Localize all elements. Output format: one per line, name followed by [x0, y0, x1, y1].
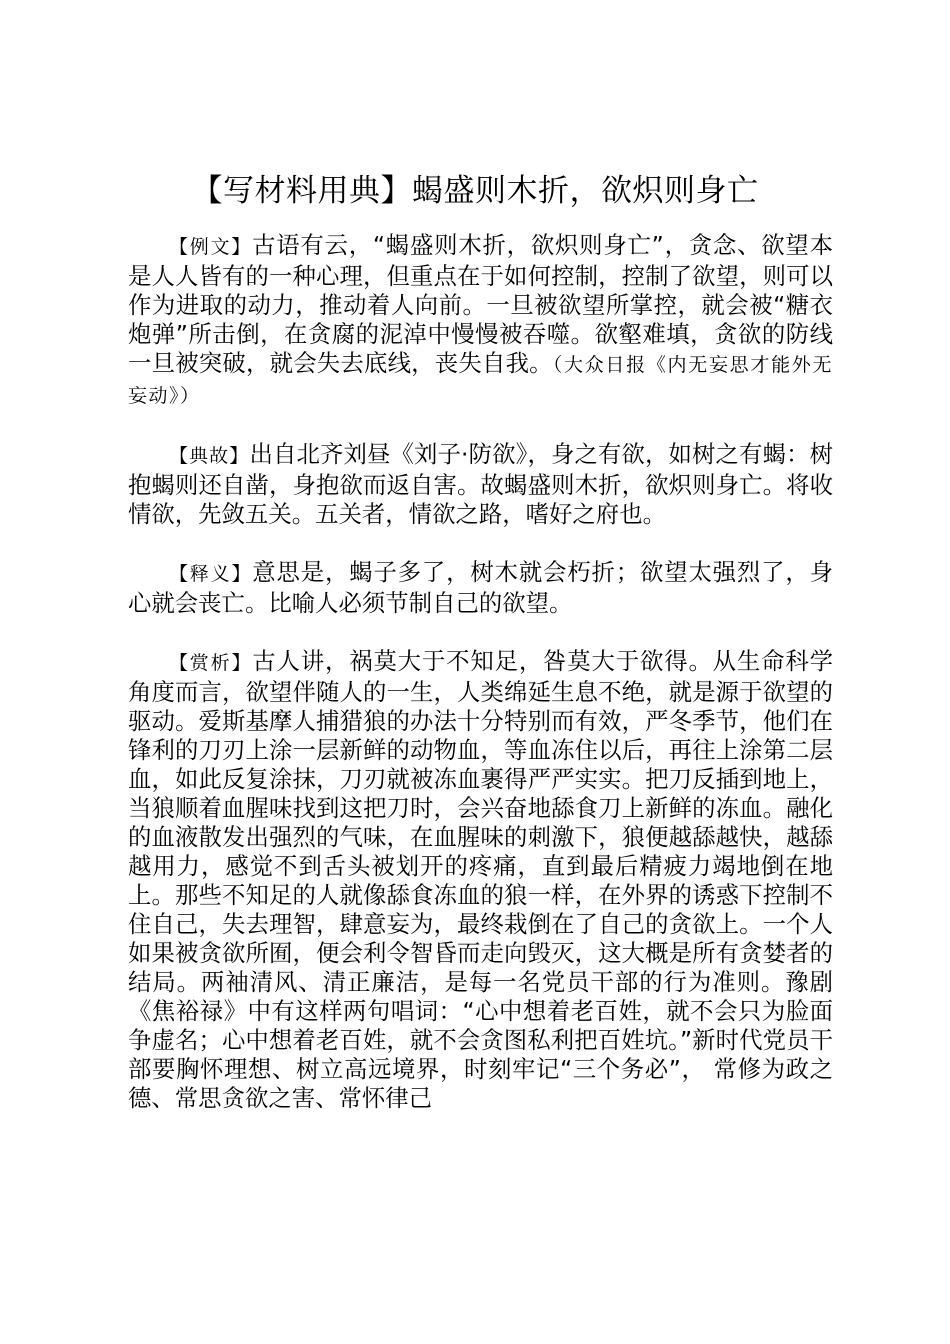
section-label: 【例文】	[168, 236, 253, 258]
source-citation: （大众日报《内无妄思才能外无妄动》）	[128, 354, 833, 407]
paragraph-allusion	[128, 440, 833, 529]
paragraph-meaning	[128, 558, 833, 618]
section-label: 【释义】	[168, 563, 253, 585]
paragraph-text: 古语有云，“蝎盛则木折，欲炽则身亡”，贪念、欲望本是人人皆有的一种心理，但重点在于如何控制，控制了欲望，则可以作为进取的动力，推动着人向前。一旦被欲望所掌控，就会被“糖衣炮弹”所击倒，在贪腐的泥淖中慢慢被吞噬。欲壑难填，贪欲的防线一旦被突破，就会失去底线，丧失自我。	[128, 231, 833, 377]
paragraph-text: 出自北齐刘昼《刘子·防欲》，身之有欲，如树之有蝎：树抱蝎则还自凿，身抱欲而返自害。故蝎盛则木折，欲炽则身亡。将收情欲，先敛五关。五关者，情欲之路，嗜好之府也。	[128, 440, 833, 528]
page-title: 【写材料用典】蝎盛则木折，欲炽则身亡	[191, 173, 759, 209]
paragraph-text: 意思是，蝎子多了，树木就会朽折；欲望太强烈了，身心就会丧亡。比喻人必须节制自己的欲望。	[128, 558, 833, 617]
paragraph-example	[128, 231, 833, 411]
paragraph-text: 古人讲，祸莫大于不知足，咎莫大于欲得。从生命科学角度而言，欲望伴随人的一生，人类绵延生息不绝，就是源于欲望的驱动。爱斯基摩人捕猎狼的办法十分特别而有效，严冬季节，他们在锋利的刀刃上涂一层新鲜的动物血，等血冻住以后，再往上涂第二层血，如此反复涂抹，刀刃就被冻血裹得严严实实。把刀反插到地上，当狼顺着血腥味找到这把刀时，会兴奋地舔食刀上新鲜的冻血。融化的血液散发出强烈的气味，在血腥味的刺激下，狼便越舔越快，越舔越用力，感觉不到舌头被划开的疼痛，直到最后精疲力竭地倒在地上。那些不知足的人就像舔食冻血的狼一样，在外界的诱惑下控制不住自己，失去理智，肆意妄为，最终栽倒在了自己的贪欲上。一个人如果被贪欲所囿，便会利令智昏而走向毁灭，这大概是所有贪婪者的结局。两袖清风、清正廉洁，是每一名党员干部的行为准则。豫剧《焦裕禄》中有这样两句唱词：“心中想着老百姓，就不会只为脸面争虚名；心中想着老百姓，就不会贪图私利把百姓坑。”新时代党员干部要胸怀理想、树立高远境界，时刻牢记“三个务必”， 常修为政之德、常思贪欲之害、常怀律己	[128, 647, 833, 1112]
document-body	[128, 231, 833, 1142]
section-label: 【典故】	[168, 445, 250, 467]
section-label: 【赏析】	[168, 652, 253, 674]
paragraph-appreciation	[128, 647, 833, 1113]
